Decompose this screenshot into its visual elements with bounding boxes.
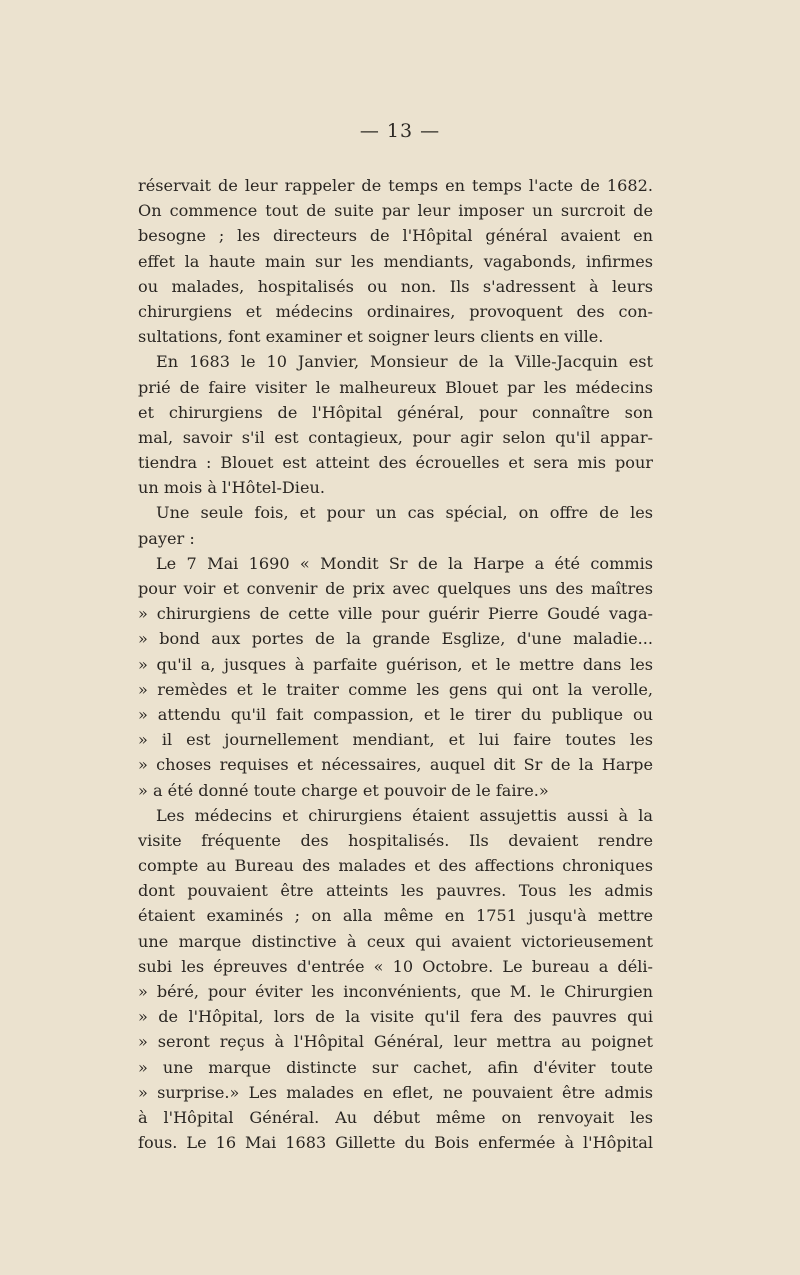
text-line: dont pouvaient être atteints les pauvres. Tous les admis xyxy=(138,881,653,901)
text-line: » a été donné toute charge et pouvoir de le faire.» xyxy=(138,780,549,800)
text-line: une marque distinctive à ceux qui avaient victorieusement xyxy=(138,931,653,951)
text-line: visite fréquente des hospitalisés. Ils devaient rendre xyxy=(138,830,653,850)
text-line: » bond aux portes de la grande Esglize, d'une maladie... xyxy=(138,629,653,649)
text-line: » chirurgiens de cette ville pour guérir Pierre Goudé vaga- xyxy=(138,604,653,624)
text-line: fous. Le 16 Mai 1683 Gillette du Bois enfermée à l'Hôpital xyxy=(138,1133,653,1153)
text-line: Les médecins et chirurgiens étaient assujettis aussi à la xyxy=(156,805,653,825)
text-line: un mois à l'Hôtel-Dieu. xyxy=(138,478,325,498)
text-line: chirurgiens et médecins ordinaires, provoquent des con- xyxy=(138,301,653,321)
body-text xyxy=(138,173,653,1155)
text-line: réservait de leur rappeler de temps en temps l'acte de 1682. xyxy=(138,176,653,195)
text-line: » seront reçus à l'Hôpital Général, leur mettra au poignet xyxy=(138,1032,653,1052)
text-line: » remèdes et le traiter comme les gens qui ont la verolle, xyxy=(138,679,653,699)
text-line: » qu'il a, jusques à parfaite guérison, et le mettre dans les xyxy=(138,654,653,674)
text-line: On commence tout de suite par leur imposer un surcroit de xyxy=(138,201,653,221)
text-line: effet la haute main sur les mendiants, vagabonds, infirmes xyxy=(138,251,653,271)
text-line: et chirurgiens de l'Hôpital général, pour connaître son xyxy=(138,402,653,422)
text-line: » surprise.» Les malades en eflet, ne pouvaient être admis xyxy=(138,1082,653,1102)
text-line: tiendra : Blouet est atteint des écrouelles et sera mis pour xyxy=(138,453,653,473)
text-line: » une marque distincte sur cachet, afin d'éviter toute xyxy=(138,1057,653,1077)
text-line: étaient examinés ; on alla même en 1751 jusqu'à mettre xyxy=(138,906,653,926)
text-line: à l'Hôpital Général. Au début même on renvoyait les xyxy=(138,1107,653,1127)
text-line: » attendu qu'il fait compassion, et le tirer du publique ou xyxy=(138,704,653,724)
text-line: En 1683 le 10 Janvier, Monsieur de la Ville-Jacquin est xyxy=(156,352,653,372)
text-line: » béré, pour éviter les inconvénients, que M. le Chirurgien xyxy=(138,982,653,1001)
text-line: ou malades, hospitalisés ou non. Ils s'adressent à leurs xyxy=(138,276,653,296)
text-line: prié de faire visiter le malheureux Blouet par les médecins xyxy=(138,377,653,397)
text-line: subi les épreuves d'entrée « 10 Octobre. Le bureau a déli- xyxy=(138,956,653,976)
text-line: sultations, font examiner et soigner leurs clients en ville. xyxy=(138,327,604,347)
text-line: » il est journellement mendiant, et lui faire toutes les xyxy=(138,730,653,750)
text-line: » de l'Hôpital, lors de la visite qu'il fera des pauvres qui xyxy=(138,1007,653,1027)
text-line: payer : xyxy=(138,528,195,548)
text-line: Une seule fois, et pour un cas spécial, on offre de les xyxy=(156,503,653,523)
text-line: pour voir et convenir de prix avec quelques uns des maîtres xyxy=(138,579,653,598)
text-line: » choses requises et nécessaires, auquel dit Sr de la Harpe xyxy=(138,755,653,775)
page-number: — 13 — xyxy=(359,120,441,142)
text-line: compte au Bureau des malades et des affections chroniques xyxy=(138,856,653,876)
text-line: besogne ; les directeurs de l'Hôpital général avaient en xyxy=(138,226,653,246)
text-line: Le 7 Mai 1690 « Mondit Sr de la Harpe a été commis xyxy=(156,553,653,573)
text-line: mal, savoir s'il est contagieux, pour agir selon qu'il appar- xyxy=(138,427,653,447)
